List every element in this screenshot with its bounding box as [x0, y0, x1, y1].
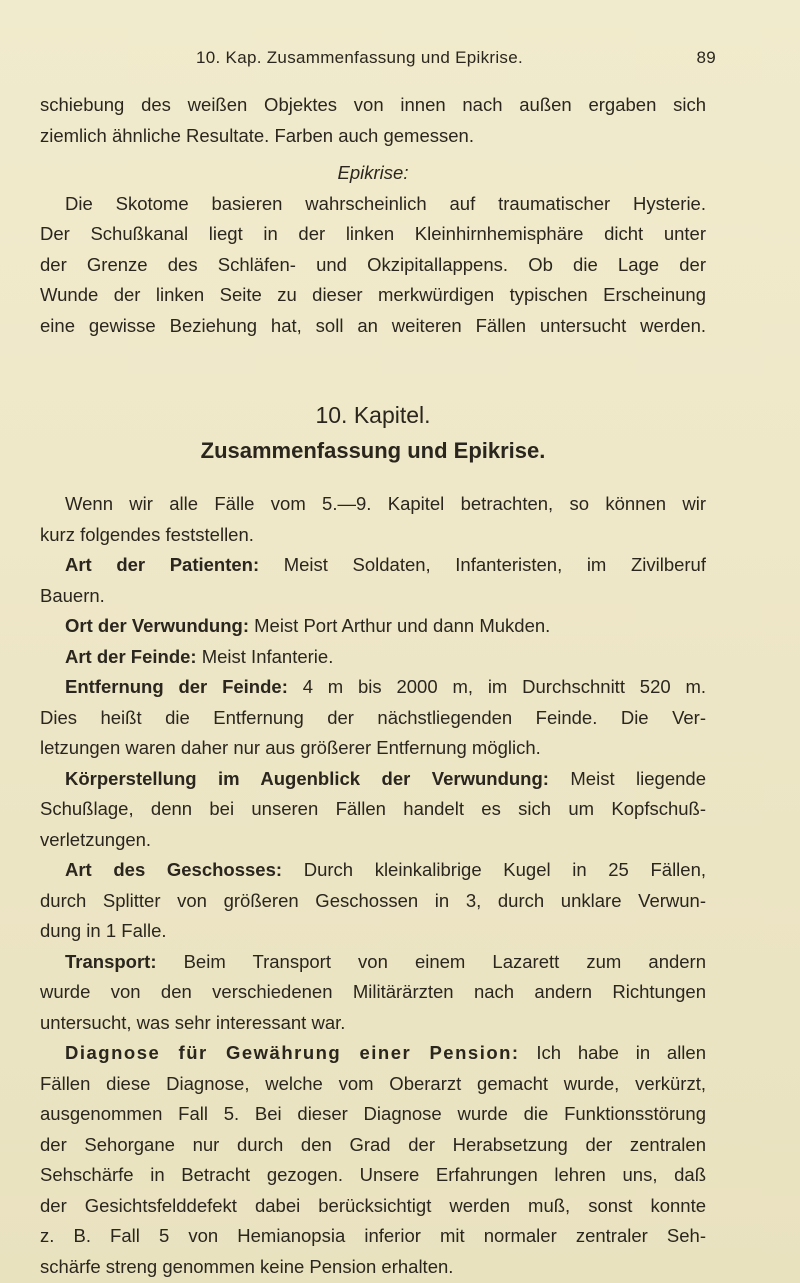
text-line: schärfe streng genommen keine Pension erhalten. — [40, 1255, 454, 1277]
text-line: Sehschärfe in Betracht gezogen. Unsere Erfahrungen lehren uns, daß — [40, 1164, 706, 1185]
text-line: letzungen waren daher nur aus größerer Entfernung möglich. — [40, 737, 541, 758]
running-title: 10. Kap. Zusammenfassung und Epikrise. — [196, 48, 524, 67]
summary-item-geschoss — [40, 855, 706, 886]
text-line: z. B. Fall 5 von Hemianopsia inferior mit normaler zentraler Seh- — [40, 1225, 706, 1246]
summary-item-feinde — [40, 642, 706, 673]
text-line: Dies heißt die Entfernung der nächstliegenden Feinde. Die Ver- — [40, 706, 706, 728]
item-text: Durch kleinkalibrige Kugel in 25 Fällen, — [303, 859, 706, 880]
text-line: ausgenommen Fall 5. Bei dieser Diagnose wurde die Funktionsstörung — [40, 1103, 706, 1124]
item-term: Ort der Verwundung: — [65, 615, 249, 636]
item-term: Art der Feinde: — [65, 645, 197, 667]
item-term: Körperstellung im Augenblick der Verwundung: — [65, 767, 549, 789]
summary-item-patienten — [40, 550, 706, 581]
text-line: eine gewisse Beziehung hat, soll an weiteren Fällen untersucht werden. — [40, 314, 706, 336]
epikrise-section — [40, 158, 706, 341]
chapter-title: Zusammenfassung und Epikrise. — [200, 438, 546, 463]
summary-item-entfernung — [40, 672, 706, 703]
chapter-number: 10. Kapitel. — [315, 402, 431, 428]
item-term: Art der Patienten: — [65, 554, 260, 575]
summary-item-transport — [40, 947, 706, 978]
item-text: Meist Port Arthur und dann Mukden. — [254, 615, 551, 636]
text-line: Fällen diese Diagnose, welche vom Oberarzt gemacht wurde, verkürzt, — [40, 1072, 706, 1094]
summary-section — [40, 489, 706, 1282]
text-line: wurde von den verschiedenen Militärärzten nach andern Richtungen — [40, 981, 706, 1002]
intro-paragraph — [40, 90, 706, 151]
text-line: schiebung des weißen Objektes von innen nach außen ergaben sich — [40, 94, 706, 115]
text-line: der Sehorgane nur durch den Grad der Herabsetzung der zentralen — [40, 1133, 706, 1155]
item-text: Meist Infanterie. — [201, 645, 334, 667]
text-line: Der Schußkanal liegt in der linken Kleinhirnhemisphäre dicht unter — [40, 223, 706, 244]
epikrise-heading: Epikrise: — [337, 162, 409, 183]
item-text: 4 m bis 2000 m, im Durchschnitt 520 m. — [302, 676, 706, 697]
text-line: Wunde der linken Seite zu dieser merkwürdigen typischen Erscheinung — [40, 284, 706, 305]
item-term: Art des Geschosses: — [65, 859, 283, 880]
chapter-heading — [40, 400, 706, 470]
item-text: Ich habe in allen — [536, 1042, 706, 1063]
item-text: Meist Soldaten, Infanteristen, im Zivilberuf — [283, 554, 706, 575]
text-line: kurz folgendes feststellen. — [40, 523, 254, 545]
item-term: Entfernung der Feinde: — [65, 676, 288, 697]
text-line: Schußlage, denn bei unseren Fällen handelt es sich um Kopfschuß- — [40, 798, 706, 819]
item-text: Beim Transport von einem Lazarett zum andern — [183, 950, 706, 972]
summary-item-koerperstellung — [40, 764, 706, 795]
summary-item-ort — [40, 611, 706, 642]
text-line: Bauern. — [40, 584, 105, 606]
text-line: ziemlich ähnliche Resultate. Farben auch gemessen. — [40, 124, 474, 146]
text-line: verletzungen. — [40, 828, 152, 850]
text-line: der Grenze des Schläfen- und Okzipitallappens. Ob die Lage der — [40, 253, 706, 275]
text-line: dung in 1 Falle. — [40, 920, 167, 941]
item-term: Diagnose für Gewährung einer Pension: — [65, 1042, 520, 1063]
text-line: untersucht, was sehr interessant war. — [40, 1011, 346, 1033]
item-term: Transport: — [65, 950, 157, 972]
text-line: durch Splitter von größeren Geschossen in 3, durch unklare Verwun- — [40, 889, 706, 911]
text-line: der Gesichtsfelddefekt dabei berücksichtigt werden muß, sonst konnte — [40, 1194, 706, 1216]
text-line: Die Skotome basieren wahrscheinlich auf traumatischer Hysterie. — [65, 192, 706, 214]
item-text: Meist liegende — [570, 767, 706, 789]
page-number: 89 — [696, 48, 716, 67]
text-line: Wenn wir alle Fälle vom 5.—9. Kapitel betrachten, so können wir — [65, 493, 706, 514]
summary-item-diagnose — [40, 1038, 706, 1069]
